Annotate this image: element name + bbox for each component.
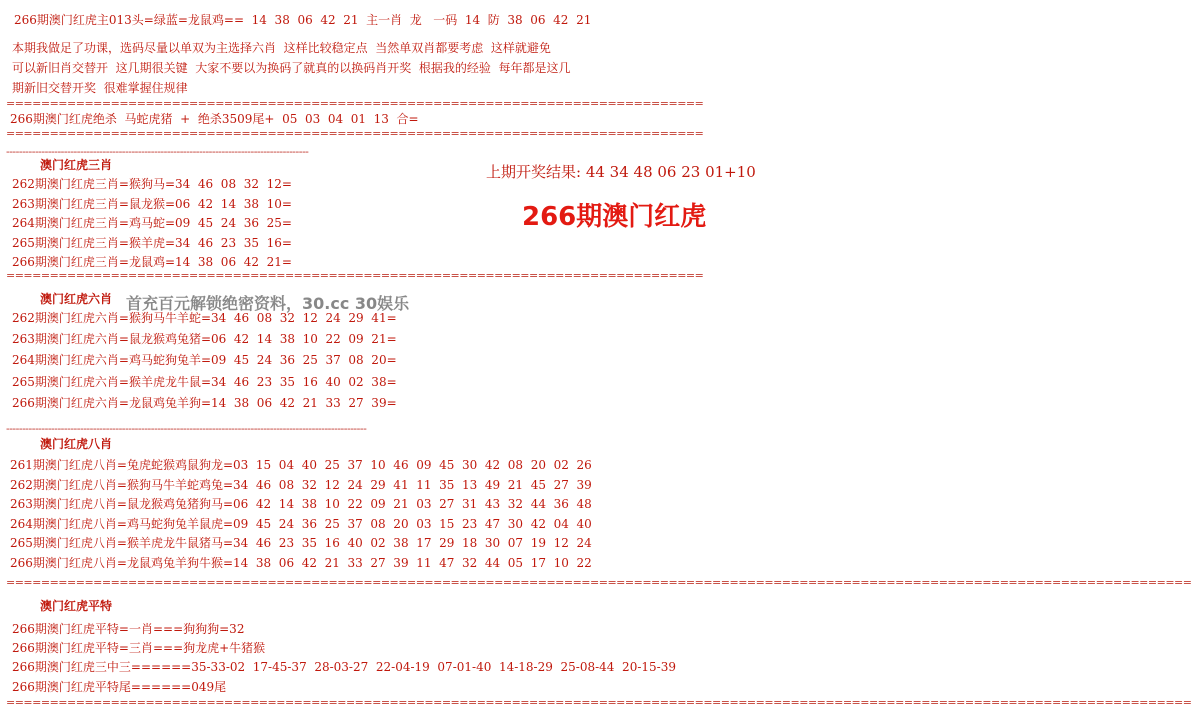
result-line: 上期开奖结果: 44 34 48 06 23 01+10 [486, 163, 756, 181]
top-line: 266期澳门红虎主013头=绿蓝=龙鼠鸡== 14 38 06 42 21 主一肖 龙 一码 14 防 38 06 42 21 [14, 13, 592, 27]
section-title-six: 澳门红虎六肖 [40, 292, 113, 306]
separator: ======================================================================================================================================== [6, 576, 1191, 589]
separator: ======================================================================================================================================== [6, 696, 1191, 709]
intro-line-2: 可以新旧肖交替开 这几期很关键 大家不要以为换码了就真的以换码肖开奖 根据我的经验 每年都是这几 [12, 61, 571, 75]
three-row: 263期澳门红虎三肖=鼠龙猴=06 42 14 38 10= [12, 197, 292, 211]
eight-row: 262期澳门红虎八肖=猴狗马牛羊蛇鸡兔=34 46 08 32 12 24 29 41 11 35 13 49 21 45 27 39 [10, 478, 592, 492]
pingte-row: 266期澳门红虎平特=一肖===狗狗狗=32 [12, 622, 245, 636]
section-title-pingte: 澳门红虎平特 [40, 599, 113, 613]
three-row: 266期澳门红虎三肖=龙鼠鸡=14 38 06 42 21= [12, 255, 292, 269]
pingte-row: 266期澳门红虎平特尾======049尾 [12, 680, 227, 694]
eight-row: 265期澳门红虎八肖=猴羊虎龙牛鼠猪马=34 46 23 35 16 40 02 38 17 29 18 30 07 19 12 24 [10, 536, 592, 550]
kill-line: 266期澳门红虎绝杀 马蛇虎猪 + 绝杀3509尾+ 05 03 04 01 13 合= [10, 112, 419, 126]
intro-line-3: 期新旧交替开奖 很难掌握住规律 [12, 81, 188, 95]
section-title-eight: 澳门红虎八肖 [40, 437, 113, 451]
six-row: 263期澳门红虎六肖=鼠龙猴鸡兔猪=06 42 14 38 10 22 09 21= [12, 332, 397, 346]
eight-row: 263期澳门红虎八肖=鼠龙猴鸡兔猪狗马=06 42 14 38 10 22 09 21 03 27 31 43 32 44 36 48 [10, 497, 592, 511]
six-row: 266期澳门红虎六肖=龙鼠鸡兔羊狗=14 38 06 42 21 33 27 39= [12, 396, 397, 410]
section-title-three: 澳门红虎三肖 [40, 158, 113, 172]
separator: ================================================================================ [6, 269, 704, 282]
watermark: 首充百元解锁绝密资料，30.cc 30娱乐 [126, 294, 410, 313]
six-row: 262期澳门红虎六肖=猴狗马牛羊蛇=34 46 08 32 12 24 29 41= [12, 311, 397, 325]
eight-row: 261期澳门红虎八肖=兔虎蛇猴鸡鼠狗龙=03 15 04 40 25 37 10 46 09 45 30 42 08 20 02 26 [10, 458, 592, 472]
six-row: 265期澳门红虎六肖=猴羊虎龙牛鼠=34 46 23 35 16 40 02 38= [12, 375, 397, 389]
dash-separator: ---------------------------------------------------------------------------------------------- [6, 145, 309, 158]
three-row: 262期澳门红虎三肖=猴狗马=34 46 08 32 12= [12, 177, 292, 191]
headline: 266期澳门红虎 [522, 202, 707, 232]
intro-line-1: 本期我做足了功课，选码尽量以单双为主选择六肖 这样比较稳定点 当然单双肖都要考虑 这样就避免 [12, 41, 551, 55]
three-row: 265期澳门红虎三肖=猴羊虎=34 46 23 35 16= [12, 236, 292, 250]
three-row: 264期澳门红虎三肖=鸡马蛇=09 45 24 36 25= [12, 216, 292, 230]
pingte-row: 266期澳门红虎平特=三肖===狗龙虎+牛猪猴 [12, 641, 266, 655]
separator: ================================================================================ [6, 127, 704, 140]
pingte-row: 266期澳门红虎三中三======35-33-02 17-45-37 28-03-27 22-04-19 07-01-40 14-18-29 25-08-44 20-15-39 [12, 660, 676, 674]
eight-row: 264期澳门红虎八肖=鸡马蛇狗兔羊鼠虎=09 45 24 36 25 37 08 20 03 15 23 47 30 42 04 40 [10, 517, 592, 531]
dash-separator: ---------------------------------------------------------------------------------------------------------------- [6, 422, 367, 435]
six-row: 264期澳门红虎六肖=鸡马蛇狗兔羊=09 45 24 36 25 37 08 20= [12, 353, 397, 367]
eight-row: 266期澳门红虎八肖=龙鼠鸡兔羊狗牛猴=14 38 06 42 21 33 27 39 11 47 32 44 05 17 10 22 [10, 556, 592, 570]
separator: ================================================================================ [6, 97, 704, 110]
